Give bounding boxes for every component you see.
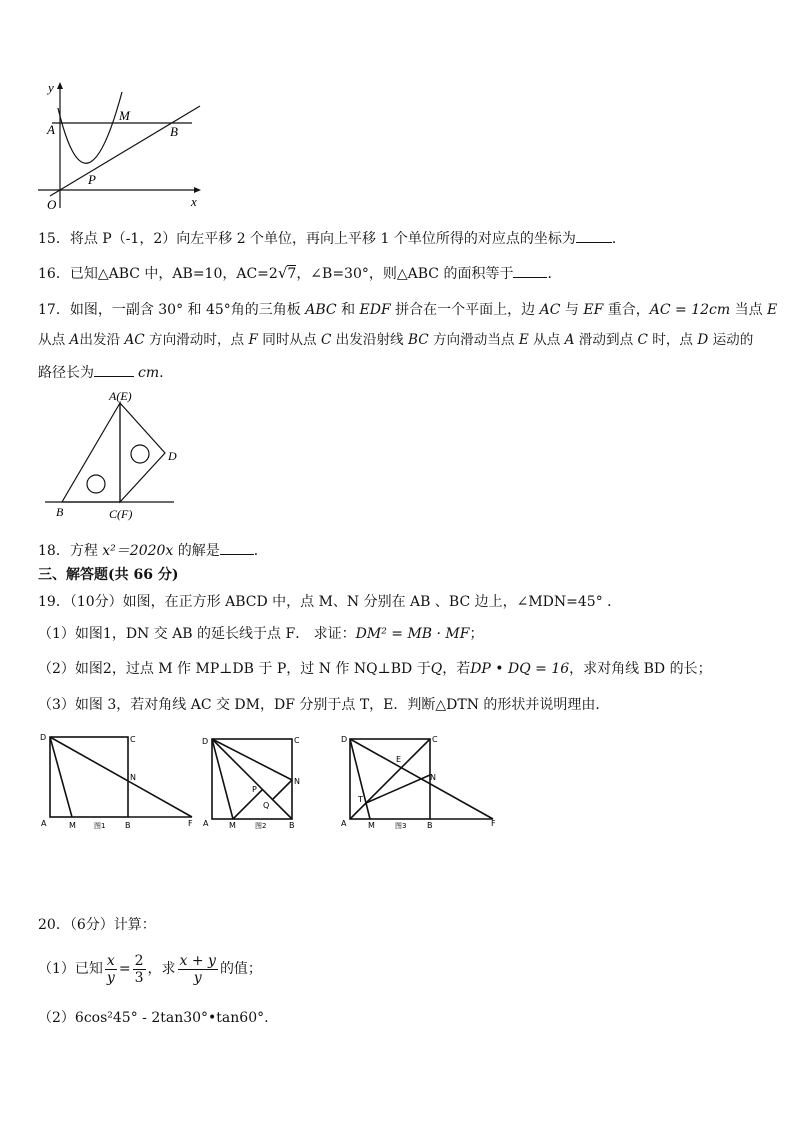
- figure-1: [36, 730, 201, 835]
- question-16: 16．已知△ABC 中，AB=10，AC=2√7，∠B=30°，则△ABC 的面积等于 ．: [38, 264, 562, 282]
- f1-label-b: B: [125, 821, 131, 830]
- f3-label-n: N: [430, 773, 436, 782]
- line-dn: [212, 739, 292, 780]
- f3-caption: 图3: [395, 822, 407, 830]
- question-17-line-3: 路径长为 cm.: [38, 362, 164, 383]
- question-19-header: 19．（10分）如图，在正方形 ABCD 中，点 M、N 分别在 AB 、BC 边上，∠MDN=45° ．: [38, 594, 622, 610]
- y-axis-arrow: [57, 82, 63, 89]
- line-df: [50, 737, 192, 817]
- label-a: A: [47, 122, 55, 137]
- fraction-2-over-3: $\frac{2}{3}$: [134, 952, 144, 986]
- f1-label-a: A: [41, 819, 47, 828]
- question-18: 18．方程 x²＝2020x 的解是 ．: [38, 540, 268, 561]
- answer-blank-17[interactable]: [94, 362, 134, 377]
- question-17-line-1: 17．如图，一副含 30° 和 45°角的三角板 ABC 和 EDF 拼合在一个平面上，边 AC 与 EF 重合，AC = 12cm 当点 E: [38, 302, 778, 318]
- f2-label-q: Q: [263, 801, 270, 810]
- question-19-part-3: （3）如图 3，若对角线 AC 交 DM，DF 分别于点 T，E．判断△DTN 的形状并说明理由．: [38, 697, 610, 713]
- hole-right: [131, 445, 149, 463]
- triangle-abc: [62, 403, 120, 502]
- answer-blank-16[interactable]: [513, 263, 547, 278]
- f2-label-b: B: [289, 821, 295, 830]
- label-ae: A(E): [109, 389, 132, 403]
- diagonal-db: [212, 739, 292, 819]
- parabola-figure: [30, 78, 210, 213]
- parabola-curve: [58, 92, 122, 163]
- f3-label-t: T: [358, 795, 363, 804]
- f2-label-c: C: [294, 736, 300, 745]
- line-nq: [272, 780, 292, 800]
- line-dm: [212, 739, 233, 819]
- f2-label-a: A: [203, 819, 209, 828]
- label-cf: C(F): [109, 507, 133, 521]
- sqrt-symbol: √: [277, 264, 288, 282]
- label-d: D: [168, 449, 177, 463]
- f1-label-f: F: [188, 819, 193, 828]
- line-dm: [350, 739, 370, 819]
- f2-label-d: D: [202, 737, 209, 746]
- question-19-part-2: （2）如图2，过点 M 作 MP⊥DB 于 P，过 N 作 NQ⊥BD 于Q，若DP • DQ = 16，求对角线 BD 的长；: [38, 661, 712, 677]
- f1-label-n: N: [130, 773, 136, 782]
- f3-label-m: M: [368, 821, 375, 830]
- question-19-part-1: （1）如图1，DN 交 AB 的延长线于点 F． 求证：DM² = MB · MF；: [38, 626, 484, 642]
- question-17-line-2: 从点 A出发沿 AC 方向滑动时，点 F 同时从点 C 出发沿射线 BC 方向滑动当点 E 从点 A 滑动到点 C 时，点 D 运动的: [38, 332, 754, 348]
- label-b: B: [56, 505, 64, 519]
- fraction-x-plus-y-over-y: $\frac{x + y}{y}$: [179, 952, 216, 986]
- question-20-part-1: （1）已知 $\frac{x}{y}$ = $\frac{2}{3}$ ，求 $\frac{x + y}{y}$ 的值；: [38, 952, 262, 986]
- figure-3: [338, 730, 503, 835]
- line-dm: [50, 737, 72, 817]
- line-tn: [366, 775, 430, 803]
- triangle-figure: [40, 388, 190, 523]
- f2-label-p: P: [252, 785, 257, 794]
- f1-label-d: D: [40, 733, 47, 742]
- f3-label-b: B: [427, 821, 433, 830]
- question-15: 15．将点 P（-1，2）向左平移 2 个单位，再向上平移 1 个单位所得的对应点的坐标为 ．: [38, 228, 626, 249]
- section-title: 三、解答题(共 66 分): [38, 567, 179, 583]
- label-b: B: [170, 124, 178, 139]
- diagonal-ac: [350, 739, 430, 819]
- figure-2: [200, 730, 315, 835]
- f1-label-c: C: [130, 735, 136, 744]
- answer-blank-18[interactable]: [220, 540, 254, 555]
- x-axis-arrow: [194, 187, 201, 193]
- label-o: O: [47, 197, 57, 212]
- f2-label-m: M: [229, 821, 236, 830]
- question-20-header: 20．（6分）计算：: [38, 917, 156, 933]
- line-mp: [233, 790, 262, 819]
- f2-label-n: N: [294, 777, 300, 786]
- question-20-part-2: （2）6cos²45° - 2tan30°•tan60°.: [38, 1010, 269, 1026]
- label-y: y: [48, 80, 54, 95]
- label-x: x: [191, 194, 197, 209]
- label-p: P: [88, 172, 96, 187]
- f3-label-a: A: [341, 819, 347, 828]
- f3-label-c: C: [432, 735, 438, 744]
- label-m: M: [119, 108, 130, 123]
- f3-label-e: E: [396, 755, 402, 764]
- answer-blank-15[interactable]: [576, 228, 612, 243]
- f3-label-d: D: [341, 735, 348, 744]
- f2-caption: 图2: [255, 822, 267, 830]
- f3-label-f: F: [491, 819, 496, 828]
- f1-caption: 图1: [94, 822, 106, 830]
- hole-left: [87, 475, 105, 493]
- fraction-x-over-y: $\frac{x}{y}$: [106, 952, 115, 986]
- triangle-edf: [120, 403, 165, 502]
- f1-label-m: M: [69, 821, 76, 830]
